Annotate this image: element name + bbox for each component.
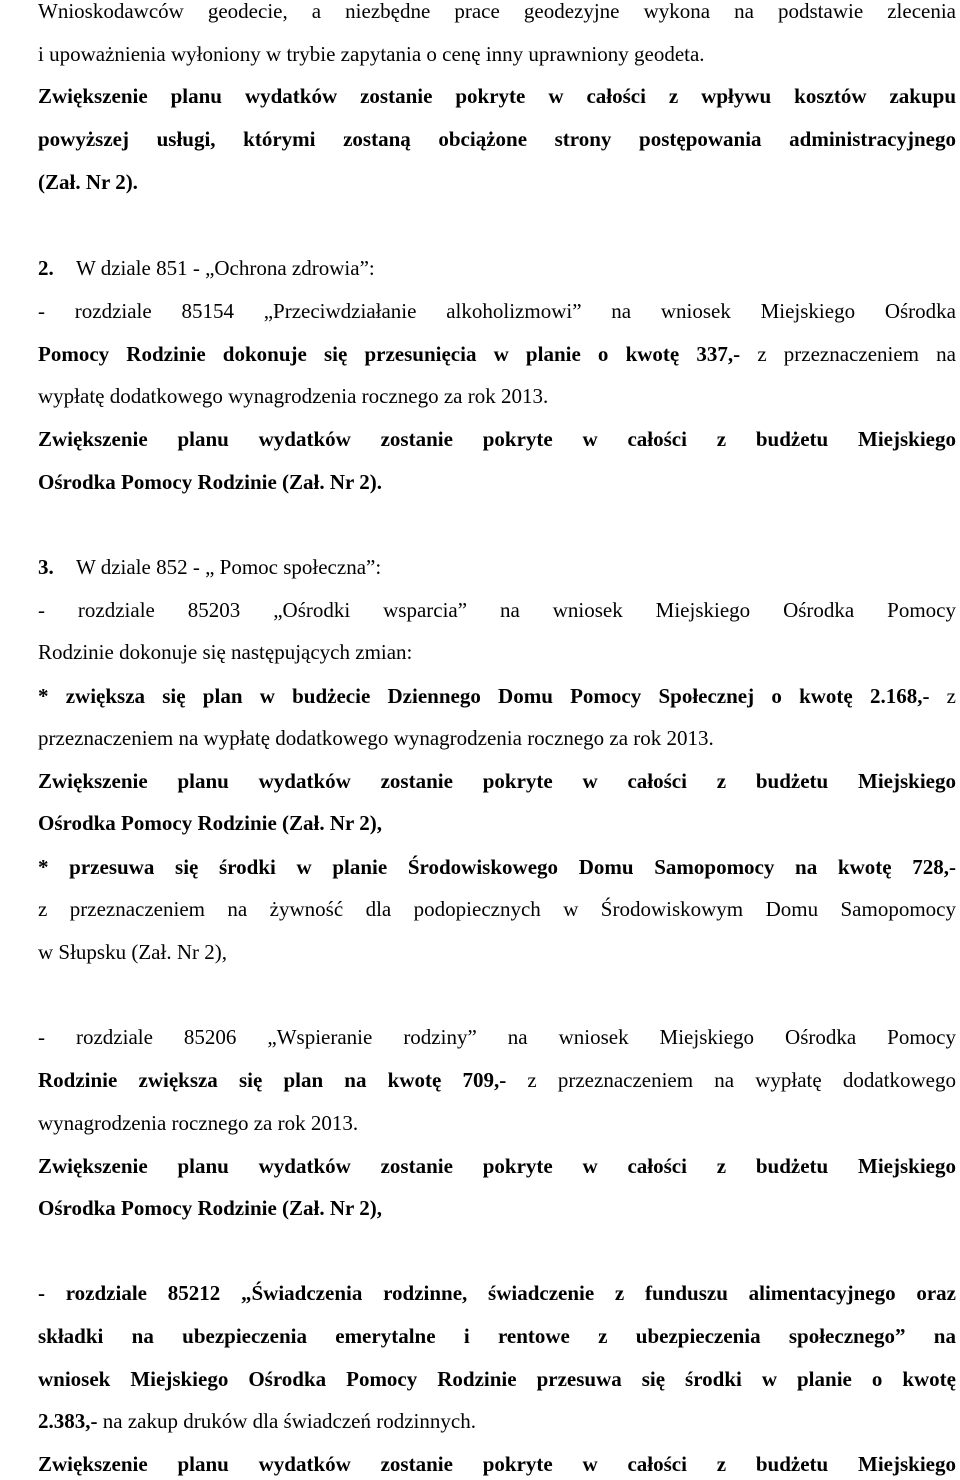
section-3-c-funding-line-1: Zwiększenie planu wydatków zostanie pokryte w całości z budżetu Miejskiego <box>38 1452 956 1476</box>
section-3-b-funding-line-1: Zwiększenie planu wydatków zostanie pokryte w całości z budżetu Miejskiego <box>38 1154 956 1178</box>
section-3-c-line-2: składki na ubezpieczenia emerytalne i rentowe z ubezpieczenia społecznego” na <box>38 1324 956 1348</box>
section-2-title: W dziale 851 - „Ochrona zdrowia”: <box>76 256 375 280</box>
section-3-a-line-1: - rozdziale 85203 „Ośrodki wsparcia” na wniosek Miejskiego Ośrodka Pomocy <box>38 598 956 622</box>
section-3-title: W dziale 852 - „ Pomoc społeczna”: <box>76 555 382 579</box>
section-3-a-line-8: z przeznaczeniem na żywność dla podopiecznych w Środowiskowym Domu Samopomocy <box>38 897 956 921</box>
section-2-number: 2. <box>38 256 54 280</box>
intro-line-1: Wnioskodawców geodecie, a niezbędne prace geodezyjne wykona na podstawie zlecenia <box>38 0 956 23</box>
section-2-line-2: Pomocy Rodzinie dokonuje się przesunięcia w planie o kwotę 337,- z przeznaczeniem na <box>38 342 956 366</box>
section-3-a-line-2: Rodzinie dokonuje się następujących zmian: <box>38 640 413 664</box>
intro-line-3: Zwiększenie planu wydatków zostanie pokryte w całości z wpływu kosztów zakupu <box>38 84 956 108</box>
section-3-a-line-4: przeznaczeniem na wypłatę dodatkowego wynagrodzenia rocznego za rok 2013. <box>38 726 714 750</box>
section-3-c-line-4: 2.383,- na zakup druków dla świadczeń rodzinnych. <box>38 1409 476 1433</box>
section-2-heading <box>38 253 956 283</box>
section-3-c-line-1: - rozdziale 85212 „Świadczenia rodzinne, świadczenie z funduszu alimentacyjnego oraz <box>38 1281 956 1305</box>
section-3-b-line-3: wynagrodzenia rocznego za rok 2013. <box>38 1111 359 1135</box>
intro-line-5: (Zał. Nr 2). <box>38 170 138 194</box>
section-3-b-line-2: Rodzinie zwiększa się plan na kwotę 709,- z przeznaczeniem na wypłatę dodatkowego <box>38 1068 956 1092</box>
section-2-line-1: - rozdziale 85154 „Przeciwdziałanie alkoholizmowi” na wniosek Miejskiego Ośrodka <box>38 299 956 323</box>
section-2-amount-text: Pomocy Rodzinie dokonuje się przesunięcia w planie o kwotę 337,- <box>38 342 741 366</box>
section-3-a-funding-line-2: Ośrodka Pomocy Rodzinie (Zał. Nr 2), <box>38 811 382 835</box>
section-3-a-funding-line-1: Zwiększenie planu wydatków zostanie pokryte w całości z budżetu Miejskiego <box>38 769 956 793</box>
section-3-c-line-3: wniosek Miejskiego Ośrodka Pomocy Rodzinie przesuwa się środki w planie o kwotę <box>38 1367 956 1391</box>
section-3-a-line-7: * przesuwa się środki w planie Środowiskowego Domu Samopomocy na kwotę 728,- <box>38 855 956 879</box>
section-2-line-3: wypłatę dodatkowego wynagrodzenia rocznego za rok 2013. <box>38 384 549 408</box>
intro-line-4: powyższej usługi, którymi zostaną obciążone strony postępowania administracyjnego <box>38 127 956 151</box>
section-3-a-line-9: w Słupsku (Zał. Nr 2), <box>38 940 227 964</box>
section-3-number: 3. <box>38 555 54 579</box>
section-3-b-funding-line-2: Ośrodka Pomocy Rodzinie (Zał. Nr 2), <box>38 1196 382 1220</box>
section-2-funding-line-2: Ośrodka Pomocy Rodzinie (Zał. Nr 2). <box>38 470 382 494</box>
section-3-b-line-1: - rozdziale 85206 „Wspieranie rodziny” na wniosek Miejskiego Ośrodka Pomocy <box>38 1025 956 1049</box>
intro-line-2: i upoważnienia wyłoniony w trybie zapytania o cenę inny uprawniony geodeta. <box>38 42 705 66</box>
section-3-a-line-3: * zwiększa się plan w budżecie Dziennego Domu Pomocy Społecznej o kwotę 2.168,- z <box>38 684 956 708</box>
section-2-funding-line-1: Zwiększenie planu wydatków zostanie pokryte w całości z budżetu Miejskiego <box>38 427 956 451</box>
section-3-heading <box>38 552 956 582</box>
